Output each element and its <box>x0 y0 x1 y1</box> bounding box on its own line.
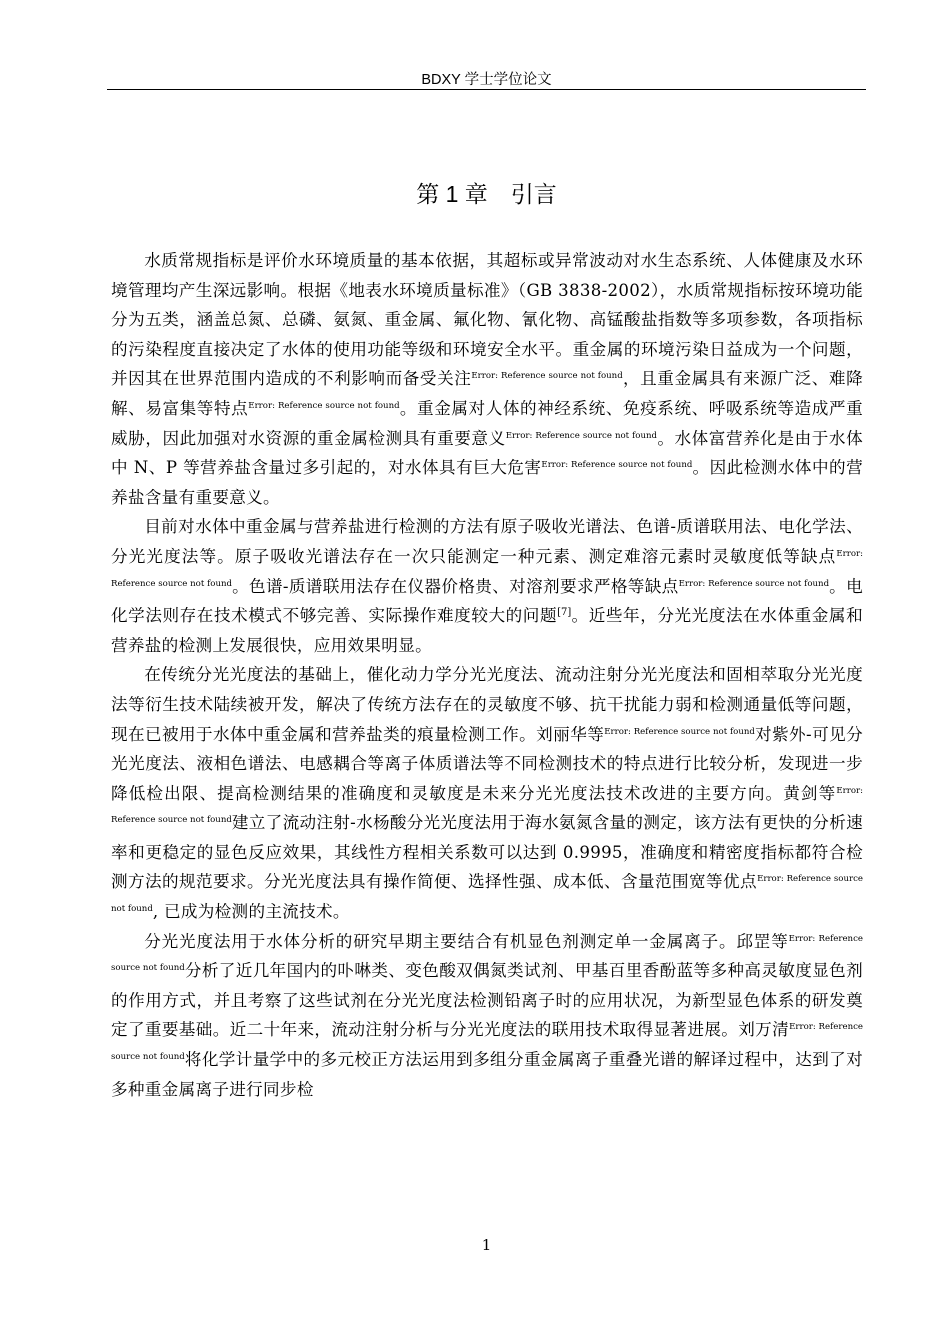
paragraph-4 <box>111 927 863 1105</box>
citation-error: Error: Reference source not found <box>111 785 863 826</box>
citation-error: Error: Reference source not found <box>248 400 400 411</box>
page-number: 1 <box>481 1236 492 1254</box>
running-header: BDXY 学士学位论文 <box>421 72 552 88</box>
body-text <box>111 246 863 1104</box>
citation-error: Error: Reference source not found <box>111 874 863 915</box>
citation-error: Error: Reference source not found <box>604 726 755 737</box>
citation-reference: [7] <box>557 607 572 619</box>
paragraph-text: 建立了流动注射-水杨酸分光光度法用于海水氨氮含量的测定，该方法有更快的分析速率和更稳定的显色反应效果，其线性方程相关系数可以达到 0.9995，准确度和精密度指标都符合检测方法的规范要求。分光光度法具有操作简便、选择性强、成本低、含量范围宽等优点 <box>111 813 863 892</box>
paragraph-text: 。电化学法则存在技术模式不够完善、实际操作难度较大的问题 <box>111 576 863 626</box>
citation-error: Error: Reference source not found <box>678 578 830 589</box>
paragraph-text: , 已成为检测的主流技术。 <box>152 902 350 922</box>
paragraph-text: 在传统分光光度法的基础上，催化动力学分光光度法、流动注射分光光度法和固相萃取分光光度法等衍生技术陆续被开发，解决了传统方法存在的灵敏度不够、抗干扰能力弱和检测通量低等问题，现在已被用于水体中重金属和营养盐类的痕量检测工作。刘丽华等 <box>111 665 863 744</box>
paragraph-text: 。色谱-质谱联用法存在仪器价格贵、对溶剂要求严格等缺点 <box>232 576 679 596</box>
paragraph-text: 对紫外-可见分光光度法、液相色谱法、电感耦合等离子体质谱法等不同检测技术的特点进行比较分析，发现进一步降低检出限、提高检测结果的准确度和灵敏度是未来分光光度法技术改进的主要方向。黄剑等 <box>111 724 863 803</box>
paragraph-text: 。水体富营养化是由于水体中 N、P 等营养盐含量过多引起的，对水体具有巨大危害 <box>111 428 863 478</box>
paragraph-text: 水质常规指标是评价水环境质量的基本依据，其超标或异常波动对水生态系统、人体健康及水环境管理均产生深远影响。根据《地表水环境质量标准》（GB 3838-2002），水质常规指标按环境功能分为五类，涵盖总氮、总磷、氨氮、重金属、氟化物、氰化物、高锰酸盐指数等多项参数，各项指标的污染程度直接决定了水体的使用功能等级和环境安全水平。重金属的环境污染日益成为一个问题，并因其在世界范围内造成的不利影响而备受关注 <box>111 251 863 389</box>
paragraph-text: 。因此检测水体中的营养盐含量有重要意义。 <box>111 458 863 507</box>
citation-error: Error: Reference source not found <box>471 371 623 382</box>
paragraph-text: 目前对水体中重金属与营养盐进行检测的方法有原子吸收光谱法、色谱-质谱联用法、电化学法、分光光度法等。原子吸收光谱法存在一次只能测定一种元素、测定难溶元素时灵敏度低等缺点 <box>111 517 863 566</box>
paragraph-text: 将化学计量学中的多元校正方法运用到多组分重金属离子重叠光谱的解译过程中，达到了对多种重金属离子进行同步检 <box>111 1050 864 1099</box>
paragraph-text: ，且重金属具有来源广泛、难降解、易富集等特点 <box>111 369 863 418</box>
paragraph-2 <box>111 512 863 660</box>
paragraph-text: 分析了近几年国内的卟啉类、变色酸双偶氮类试剂、甲基百里香酚蓝等多种高灵敏度显色剂的作用方式，并且考察了这些试剂在分光光度法检测铅离子时的应用状况，为新型显色体系的研发奠定了重要基础。近二十年来，流动注射分析与分光光度法的联用技术取得显著进展。刘万清 <box>111 961 864 1040</box>
paragraph-text: 分光光度法用于水体分析的研究早期主要结合有机显色剂测定单一金属离子。邱罡等 <box>144 931 789 951</box>
citation-error: Error: Reference source not found <box>111 1022 864 1063</box>
paragraph-text: 。近些年，分光光度法在水体重金属和营养盐的检测上发展很快，应用效果明显。 <box>111 606 863 655</box>
paragraph-text: 。重金属对人体的神经系统、免疫系统、呼吸系统等造成严重威胁，因此加强对水资源的重金属检测具有重要意义 <box>111 398 863 448</box>
citation-error: Error: Reference source not found <box>505 430 658 441</box>
header-rule <box>107 89 866 90</box>
citation-error: Error: Reference source not found <box>111 548 863 589</box>
chapter-title: 第 1 章 引言 <box>416 181 557 207</box>
citation-error: Error: Reference source not found <box>541 460 693 471</box>
paragraph-3 <box>111 660 863 926</box>
citation-error: Error: Reference source not found <box>111 933 863 974</box>
paragraph-1 <box>111 246 863 512</box>
